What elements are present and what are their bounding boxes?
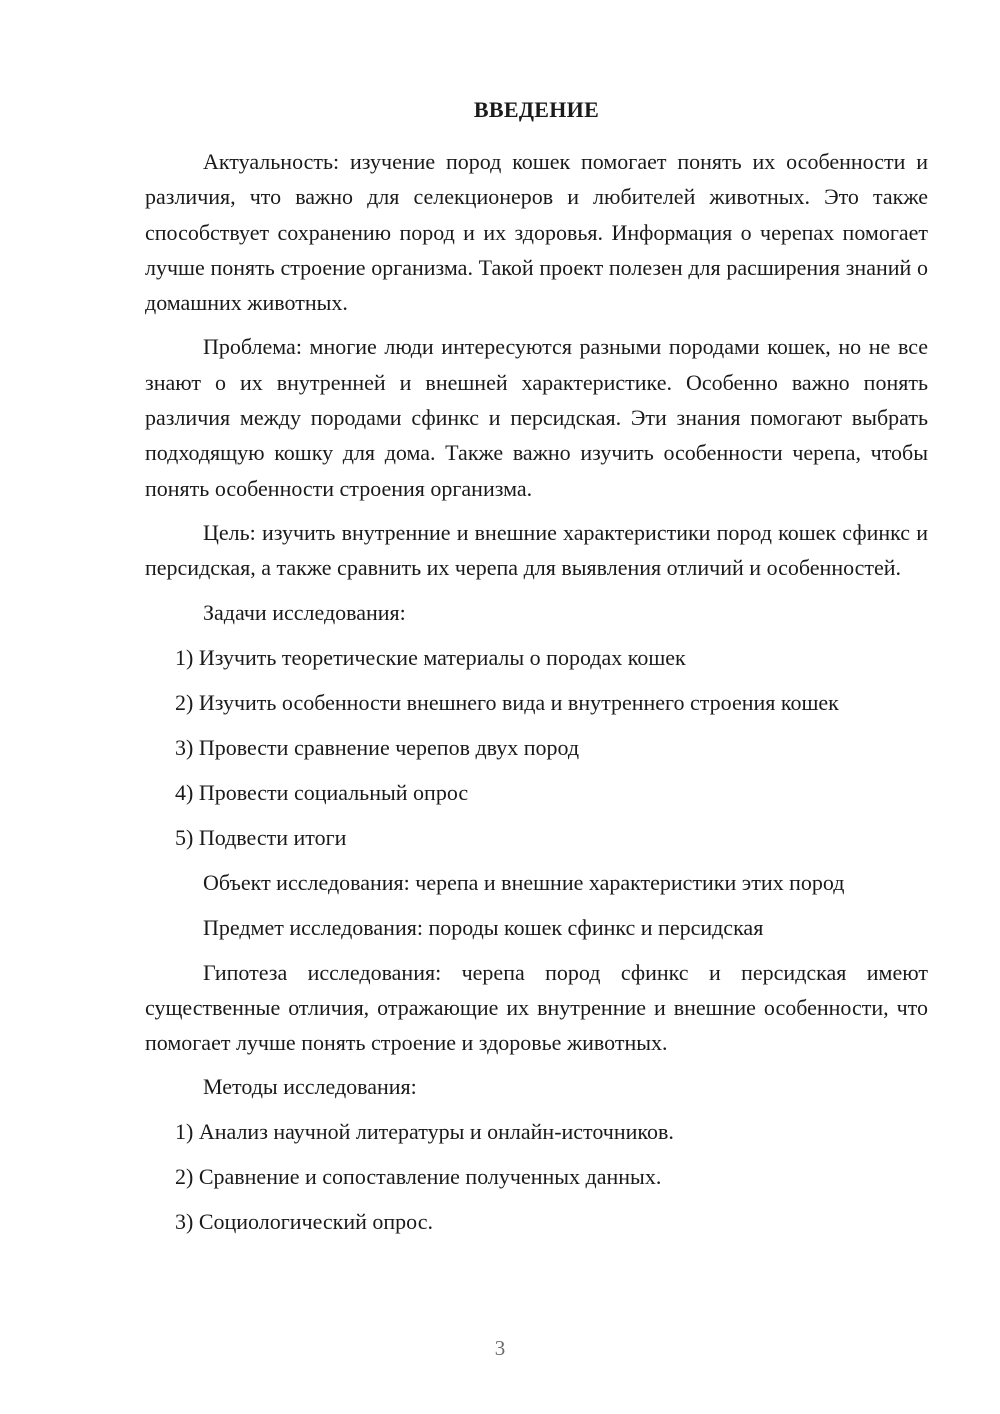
- list-item: 5) Подвести итоги: [175, 824, 347, 850]
- methods-title: Методы исследования:: [203, 1074, 417, 1100]
- list-item: 4) Провести социальный опрос: [175, 779, 469, 805]
- list-item: 2) Изучить особенности внешнего вида и внутреннего строения кошек: [175, 689, 839, 715]
- document-page: [145, 96, 928, 1249]
- list-item: 3) Социологический опрос.: [175, 1209, 433, 1235]
- tasks-title: Задачи исследования:: [203, 599, 406, 625]
- problem-paragraph: Проблема: многие люди интересуются разными породами кошек, но не все знают о их внутренней и внешней характеристике. Особенно важно понять различия между породами сфинкс и персидская. Эти знания помогают выбрать подходящую кошку для дома. Также важно изучить особенности черепа, чтобы понять особенности строения организма.: [145, 334, 928, 501]
- tasks-list: [145, 640, 928, 855]
- section-heading: ВВЕДЕНИЕ: [473, 97, 600, 122]
- list-item: 3) Провести сравнение черепов двух пород: [175, 734, 580, 760]
- list-item: 2) Сравнение и сопоставление полученных данных.: [175, 1164, 662, 1190]
- list-item: 1) Анализ научной литературы и онлайн-источников.: [175, 1119, 674, 1145]
- research-subject: Предмет исследования: породы кошек сфинкс и персидская: [203, 914, 764, 940]
- methods-list: [145, 1114, 928, 1239]
- research-object: Объект исследования: черепа и внешние характеристики этих пород: [203, 869, 845, 895]
- relevance-paragraph: Актуальность: изучение пород кошек помогает понять их особенности и различия, что важно для селекционеров и любителей животных. Это также способствует сохранению пород и их здоровья. Информация о черепах помогает лучше понять строение организма. Такой проект полезен для расширения знаний о домашних животных.: [145, 149, 928, 316]
- list-item: 1) Изучить теоретические материалы о породах кошек: [175, 644, 686, 670]
- page-number: 3: [494, 1336, 506, 1360]
- hypothesis-paragraph: Гипотеза исследования: черепа пород сфинкс и персидская имеют существенные отличия, отражающие их внутренние и внешние особенности, что помогает лучше понять строение и здоровье животных.: [145, 959, 928, 1056]
- goal-paragraph: Цель: изучить внутренние и внешние характеристики пород кошек сфинкс и персидская, а также сравнить их черепа для выявления отличий и особенностей.: [145, 519, 928, 581]
